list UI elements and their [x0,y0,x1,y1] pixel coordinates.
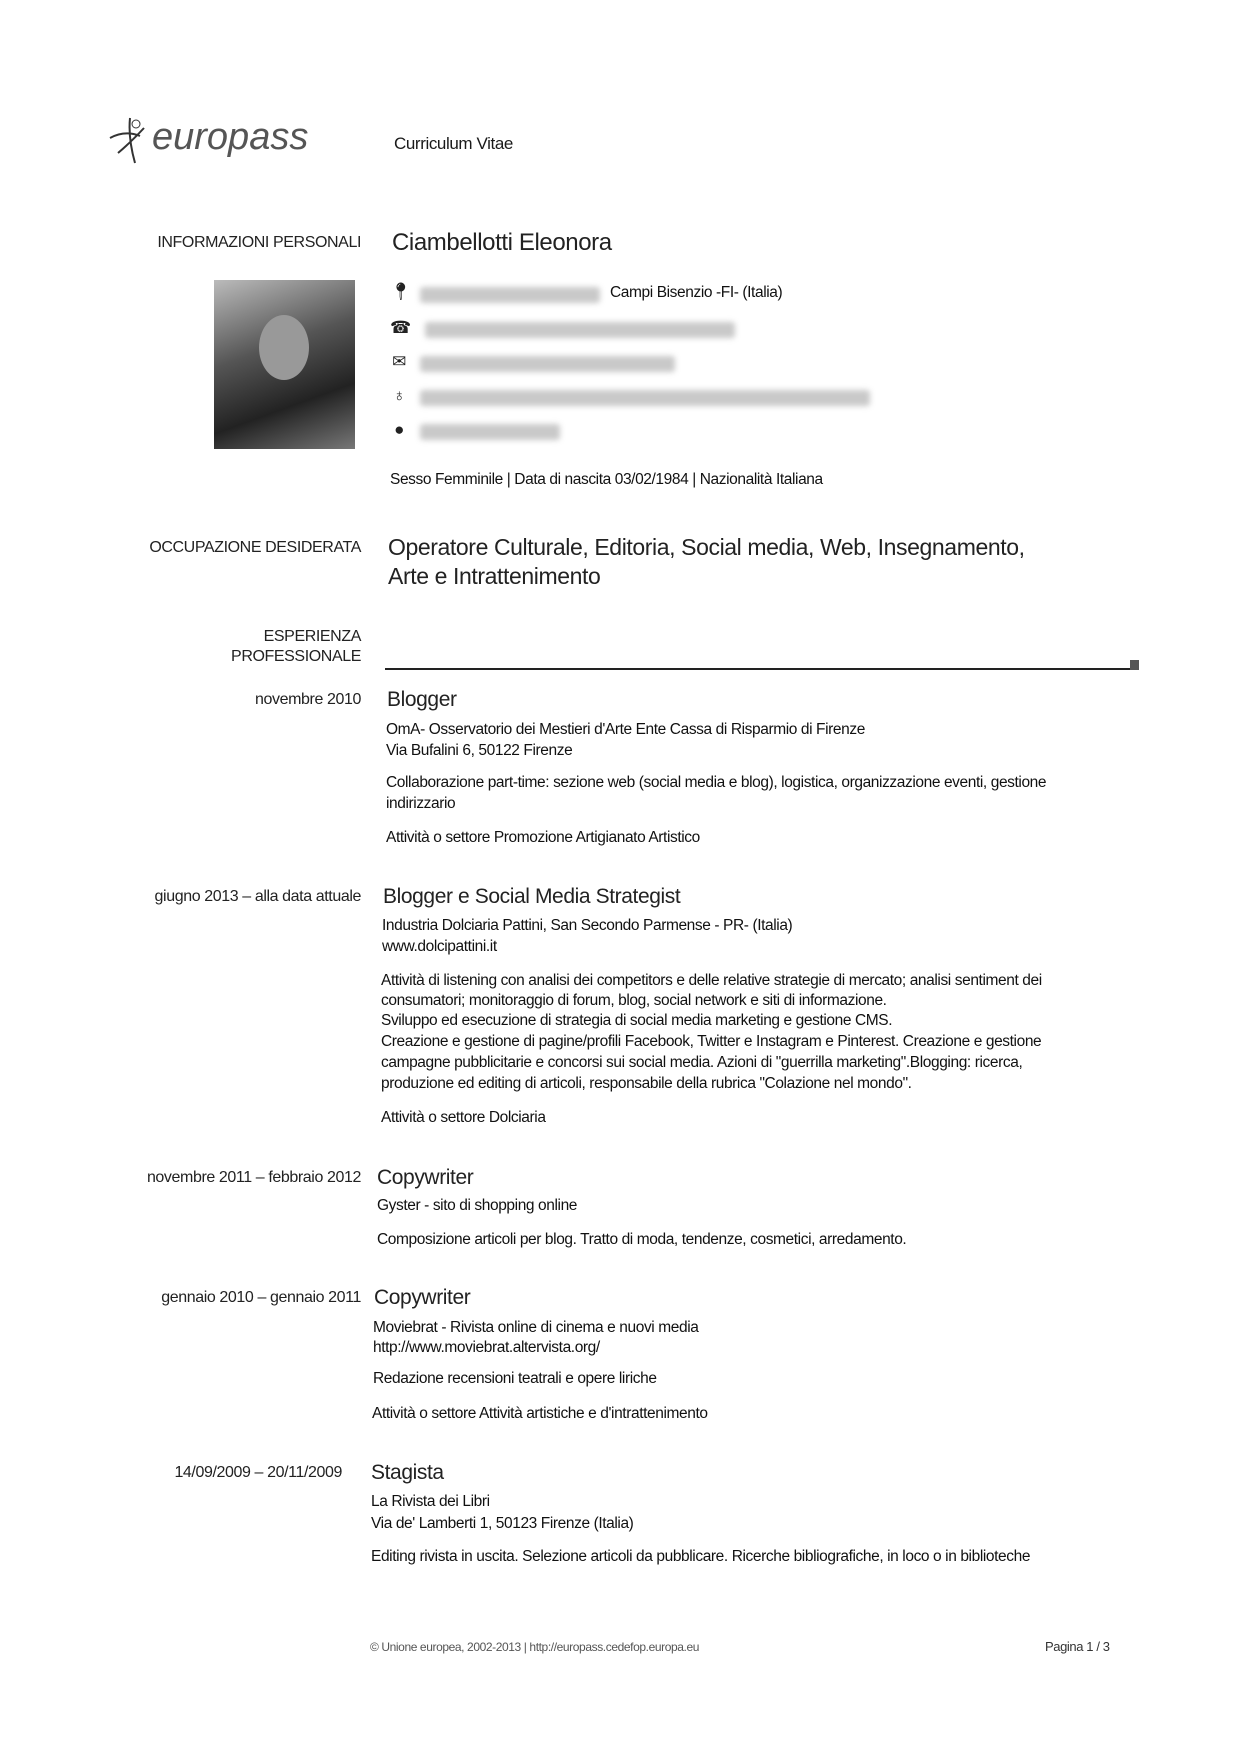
job-desc: Sviluppo ed esecuzione di strategia di social media marketing e gestione CMS. [381,1012,893,1029]
job-desc: produzione ed editing di articoli, responsabile della rubrica "Colazione nel mondo". [381,1075,912,1092]
website-icon: ♁ [392,386,406,405]
job-desc: Editing rivista in uscita. Selezione articoli da pubblicare. Ricerche bibliografiche, in loco o in biblioteche [371,1548,1031,1565]
section-label-occupation: OCCUPAZIONE DESIDERATA [149,539,361,556]
job-date: novembre 2011 – febbraio 2012 [146,1169,361,1186]
location-icon: 📍︎ [390,282,412,301]
job-employer: Moviebrat - Rivista online di cinema e nuovi media [373,1319,699,1336]
job-employer: Gyster - sito di shopping online [377,1197,578,1214]
redacted-messenger [420,424,560,440]
section-label-experience-2: PROFESSIONALE [231,648,361,665]
job-sector: Attività o settore Attività artistiche e d'intrattenimento [372,1405,708,1422]
job-desc: Redazione recensioni teatrali e opere liriche [373,1370,657,1387]
job-date: giugno 2013 – alla data attuale [154,888,361,905]
job-employer: La Rivista dei Libri [371,1493,490,1510]
job-title: Blogger e Social Media Strategist [383,885,681,908]
personal-details: Sesso Femminile | Data di nascita 03/02/1984 | Nazionalità Italiana [390,471,823,488]
redacted-phone [425,322,735,338]
job-sector: Attività o settore Dolciaria [381,1109,546,1126]
job-date: novembre 2010 [255,691,361,708]
section-label-personal: INFORMAZIONI PERSONALI [157,234,361,251]
europass-figure-icon [100,108,160,168]
occupation-line-1: Operatore Culturale, Editoria, Social media, Web, Insegnamento, [388,534,1025,560]
messenger-icon: ● [394,420,404,439]
section-divider [385,668,1133,670]
job-desc: campagne pubblicitarie e concorsi sui social media. Azioni di "guerrilla marketing".Blogging: ricerca, [381,1054,1023,1071]
redacted-email [420,356,675,372]
job-address: Via de' Lamberti 1, 50123 Firenze (Italia) [371,1515,634,1532]
job-desc: Collaborazione part-time: sezione web (social media e blog), logistica, organizzazione eventi, gestione [386,774,1047,791]
divider-marker [1130,660,1139,670]
page-number: Pagina 1 / 3 [1045,1639,1110,1654]
job-desc: Attività di listening con analisi dei competitors e delle relative strategie di mercato; analisi sentiment dei [381,972,1042,989]
job-employer: Industria Dolciaria Pattini, San Secondo Parmense - PR- (Italia) [382,917,793,934]
person-name: Ciambellotti Eleonora [392,229,612,256]
job-title: Stagista [371,1461,444,1484]
job-desc: consumatori; monitoraggio di forum, blog, social network e siti di informazione. [381,992,887,1009]
doc-title: Curriculum Vitae [394,134,513,153]
occupation-line-2: Arte e Intrattenimento [388,563,601,589]
redacted-address [420,287,600,303]
job-title: Copywriter [377,1166,474,1189]
europass-logo [100,108,309,173]
job-desc: Creazione e gestione di pagine/profili Facebook, Twitter e Instagram e Pinterest. Creazione e gestione [381,1033,1042,1050]
job-desc: indirizzario [386,795,456,812]
email-icon: ✉ [392,352,406,371]
redacted-website [420,390,870,406]
job-sector: Attività o settore Promozione Artigianato Artistico [386,829,700,846]
job-title: Blogger [387,688,457,711]
job-date: gennaio 2010 – gennaio 2011 [161,1289,361,1306]
job-title: Copywriter [374,1286,471,1309]
job-website: http://www.moviebrat.altervista.org/ [373,1339,600,1356]
section-label-experience-1: ESPERIENZA [263,628,361,645]
europass-logo-text: europass [152,116,309,158]
photo [214,280,355,449]
phone-icon: ☎ [390,318,411,337]
job-employer: OmA- Osservatorio dei Mestieri d'Arte Ente Cassa di Risparmio di Firenze [386,721,865,738]
address-city: Campi Bisenzio -FI- (Italia) [610,284,783,301]
job-address: Via Bufalini 6, 50122 Firenze [386,742,573,759]
job-website: www.dolcipattini.it [382,938,497,955]
job-date: 14/09/2009 – 20/11/2009 [174,1464,342,1481]
job-desc: Composizione articoli per blog. Tratto di moda, tendenze, cosmetici, arredamento. [377,1231,907,1248]
footer-copyright: © Unione europea, 2002-2013 | http://europass.cedefop.europa.eu [370,1640,700,1654]
